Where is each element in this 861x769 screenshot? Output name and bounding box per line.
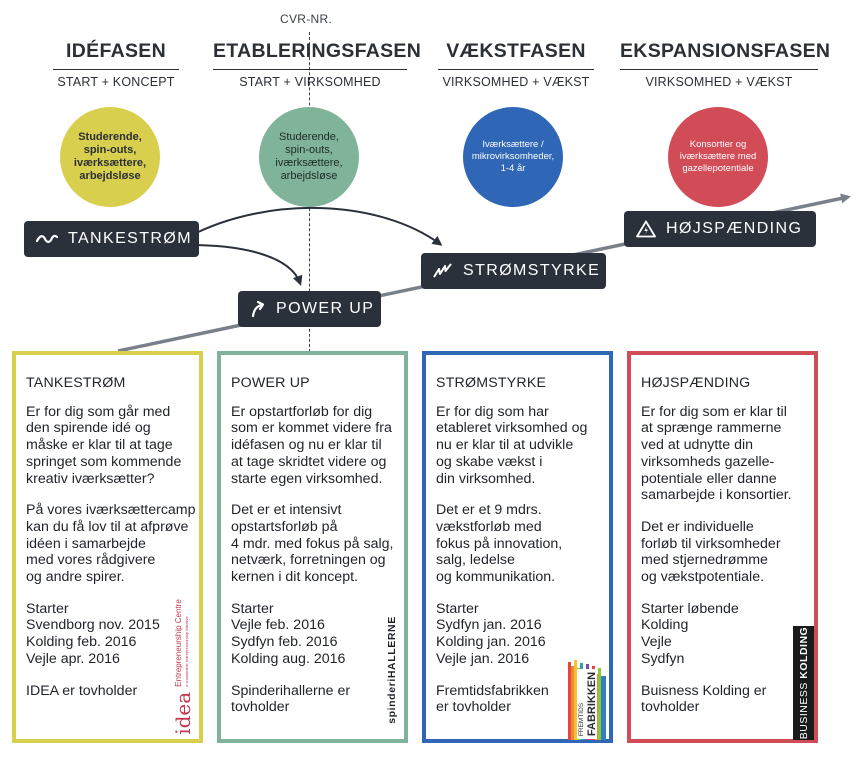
power-arrow-icon: [250, 300, 266, 318]
box-details: Det er et intensivt opstartsforløb på 4 mdr. med fokus på salg, netværk, forretningen og kernen i dit koncept.: [231, 502, 394, 586]
wave-icon: [36, 233, 58, 245]
idea-logo-name: Entrepreneurship Centre: [174, 599, 183, 687]
box-title: HØJSPÆNDING: [641, 375, 751, 391]
box-title: STRØMSTYRKE: [436, 375, 547, 391]
business-kolding-logo-word2: KOLDING: [797, 626, 810, 679]
fremtidsfabrikken-logo: [568, 660, 606, 740]
program-label: POWER UP: [276, 300, 375, 317]
phase-subtitle: START + KONCEPT: [57, 75, 175, 89]
fremtidsfabrikken-logo-line2: FABRIKKEN: [586, 671, 598, 737]
program-pill-stroemstyrke: [421, 253, 606, 289]
business-kolding-logo: [793, 626, 814, 740]
target-group-text: Iværksættere / mikrovirksomheder, 1-4 år: [471, 139, 555, 174]
program-pill-tankestrom: [24, 221, 199, 257]
box-start-dates: Starter Vejle feb. 2016 Sydfyn feb. 2016 Kolding aug. 2016: [231, 600, 346, 667]
box-start-dates: Starter løbende Kolding Vejle Sydfyn: [641, 600, 739, 667]
box-title: POWER UP: [231, 375, 310, 391]
box-description: Er for dig som er klar til at sprænge rammerne ved at udnytte din virksomheds gazelle- potentiale eller danne samarbejde i konsortier.: [641, 403, 792, 504]
spinderihallerne-logo: [380, 598, 404, 742]
box-title: TANKESTRØM: [26, 375, 126, 391]
box-coordinator: Fremtidsfabrikken er tovholder: [436, 682, 549, 716]
box-description: Er for dig som går med den spirende idé og måske er klar til at tage springet som kommende kreativ iværksætter?: [26, 403, 182, 487]
box-details: Det er et 9 mdrs. vækstforløb med fokus på innovation, salg, ledelse og kommunikation.: [436, 502, 563, 586]
phase-subtitle: START + VIRKSOMHED: [239, 75, 381, 89]
target-group-text: Konsortier og iværksættere med gazellepotentiale: [679, 139, 757, 174]
cvr-label: CVR-NR.: [280, 12, 333, 26]
fremtidsfabrikken-logo-line1: FREMTIDS: [578, 702, 585, 737]
idea-logo-brand: idea: [171, 691, 195, 735]
box-description: Er opstartforløb for dig som er kommet videre fra idéfasen og nu er klar til at tage skridtet videre og starte egen virksomhed.: [231, 403, 392, 487]
phase-title: IDÉFASEN: [53, 40, 179, 70]
idea-logo-tagline: a sustainable entrepreneurship initiative: [184, 616, 189, 687]
phase-subtitle: VIRKSOMHED + VÆKST: [645, 75, 793, 89]
target-group-text: Studerende, spin-outs, iværksættere, arbejdsløse: [73, 131, 147, 182]
box-coordinator: Spinderihallerne er tovholder: [231, 682, 351, 716]
arrow-to-power-up: [190, 245, 300, 283]
box-details: På vores iværksættercamp kan du få lov til at afprøve idéen i samarbejde med vores rådgivere og andre spirer.: [26, 502, 196, 586]
phase-title: EKSPANSIONSFASEN: [620, 40, 818, 70]
arrow-to-stroemstyrke: [190, 208, 440, 244]
program-label: HØJSPÆNDING: [666, 220, 803, 237]
spinderihallerne-logo-text: spinderiHALLERNE: [386, 616, 398, 724]
high-voltage-warning-icon: [636, 220, 656, 238]
box-description: Er for dig som har etableret virksomhed og nu er klar til at udvikle og skabe vækst i din virksomhed.: [436, 403, 588, 487]
program-pill-power-up: [238, 291, 381, 327]
phase-title: VÆKSTFASEN: [438, 40, 594, 70]
phase-title: ETABLERINGSFASEN: [213, 40, 407, 70]
target-group-text: Studerende, spin-outs, iværksættere, arbejdsløse: [275, 131, 343, 182]
program-pill-hoejspaending: [624, 211, 816, 247]
box-coordinator: Buisness Kolding er tovholder: [641, 682, 767, 716]
program-label: TANKESTRØM: [68, 230, 192, 247]
program-box-hoejspaending: [627, 351, 818, 743]
box-start-dates: Starter Svendborg nov. 2015 Kolding feb. 2016 Vejle apr. 2016: [26, 600, 160, 667]
box-details: Det er individuelle forløb til virksomheder med stjernedrømme og vækstpotentiale.: [641, 518, 781, 586]
business-kolding-logo-word1: BUSINESS: [797, 682, 810, 740]
phase-subtitle: VIRKSOMHED + VÆKST: [442, 75, 590, 89]
box-coordinator: IDEA er tovholder: [26, 682, 138, 699]
program-label: STRØMSTYRKE: [463, 262, 601, 279]
idea-logo: [168, 592, 198, 742]
box-start-dates: Starter Sydfyn jan. 2016 Kolding jan. 2016 Vejle jan. 2016: [436, 600, 546, 667]
lightning-icon: [433, 263, 453, 279]
